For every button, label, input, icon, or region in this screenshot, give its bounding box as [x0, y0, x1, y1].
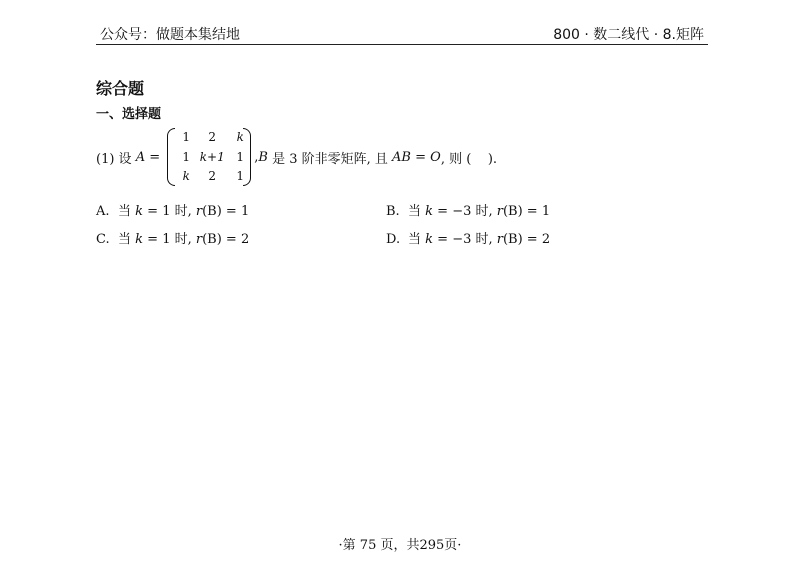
header-chapter: 800 · 数二线代 · 8.矩阵 — [553, 27, 704, 43]
equals-sign: = — [145, 149, 165, 165]
option-k: k — [135, 232, 144, 247]
option-result: = 2 — [221, 232, 250, 247]
var-b: B — [258, 149, 268, 165]
option-letter: C. — [96, 232, 110, 247]
sub-title: 一、选择题 — [96, 107, 162, 122]
matrix-cell: k — [236, 130, 244, 144]
page-footer: ·第 75 页，共295页· — [338, 538, 462, 553]
page-header — [96, 22, 708, 45]
option-cond: = −3 时, — [433, 232, 497, 247]
comma: , — [254, 149, 259, 165]
option-b: (B) — [502, 232, 523, 247]
option-r: r — [195, 232, 203, 247]
option-r: r — [496, 232, 503, 247]
question-1 — [96, 126, 497, 188]
option-b: (B) — [202, 232, 222, 247]
question-tail: , 则 ( ). — [440, 151, 498, 167]
option-cond: = 1 时, — [143, 204, 196, 219]
option-pre: 当 — [118, 232, 136, 247]
option-result: = 1 — [221, 204, 250, 219]
matrix-cell: k — [182, 169, 190, 183]
option-a[interactable] — [96, 200, 249, 219]
option-r: r — [195, 204, 203, 219]
option-letter: D. — [386, 232, 401, 247]
option-cond: = 1 时, — [143, 232, 196, 247]
matrix-cell: k+1 — [199, 150, 225, 164]
option-pre: 当 — [118, 204, 136, 219]
var-o: O — [430, 149, 441, 165]
option-k: k — [135, 204, 144, 219]
var-ab: AB — [392, 149, 411, 165]
matrix-cell: 1 — [236, 150, 245, 164]
option-b[interactable] — [386, 200, 550, 219]
option-b: (B) — [202, 204, 222, 219]
option-cond: = −3 时, — [433, 204, 497, 219]
section-title: 综合题 — [96, 79, 145, 98]
option-d[interactable] — [386, 228, 550, 247]
matrix-cell: 1 — [182, 150, 191, 164]
matrix-cell: 2 — [208, 169, 217, 183]
header-source: 公众号：做题本集结地 — [100, 27, 240, 43]
option-result: = 2 — [522, 232, 551, 247]
option-result: = 1 — [522, 204, 551, 219]
option-k: k — [425, 232, 434, 247]
matrix-cell: 1 — [182, 130, 191, 144]
option-pre: 当 — [408, 232, 426, 247]
matrix-cell: 1 — [236, 169, 245, 183]
matrix-cell: 2 — [208, 130, 217, 144]
question-number: (1) 设 — [96, 151, 136, 167]
option-letter: B. — [386, 204, 400, 219]
option-r: r — [496, 204, 503, 219]
option-b: (B) — [502, 204, 523, 219]
var-a: A — [135, 149, 146, 165]
option-c[interactable] — [96, 228, 249, 247]
question-text: 是 3 阶非零矩阵, 且 — [267, 151, 393, 167]
option-letter: A. — [96, 204, 110, 219]
equals-sign-2: = — [410, 149, 431, 165]
matrix-a — [167, 128, 251, 186]
option-pre: 当 — [408, 204, 426, 219]
option-k: k — [425, 204, 434, 219]
